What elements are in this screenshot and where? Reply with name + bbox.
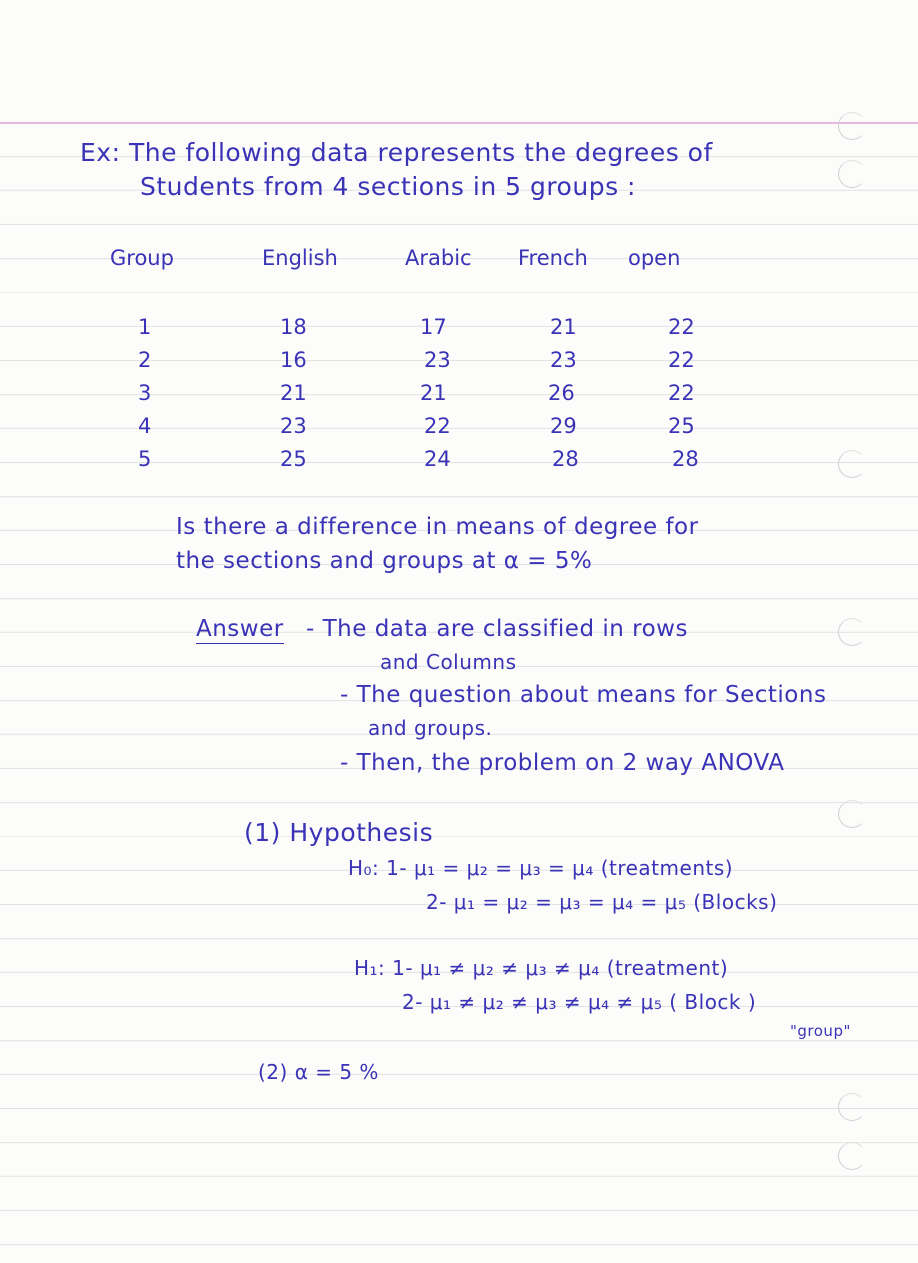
binder-hole xyxy=(838,618,866,646)
binder-hole xyxy=(838,450,866,478)
table-cell: 22 xyxy=(668,381,695,405)
alpha-line: (2) α = 5 % xyxy=(258,1060,379,1084)
table-cell: 18 xyxy=(280,315,307,339)
binder-hole xyxy=(838,1142,866,1170)
answer-point-3: - Then, the problem on 2 way ANOVA xyxy=(340,750,785,776)
alt-hypothesis-2: 2- μ₁ ≠ μ₂ ≠ μ₃ ≠ μ₄ ≠ μ₅ ( Block ) xyxy=(402,990,757,1014)
table-cell: 3 xyxy=(138,381,152,405)
table-cell: 25 xyxy=(668,414,695,438)
table-cell: 22 xyxy=(668,315,695,339)
table-header-arabic: Arabic xyxy=(405,246,472,270)
table-cell: 4 xyxy=(138,414,152,438)
table-cell: 21 xyxy=(420,381,447,405)
binder-hole xyxy=(838,112,866,140)
alt-hypothesis-1: H₁: 1- μ₁ ≠ μ₂ ≠ μ₃ ≠ μ₄ (treatment) xyxy=(354,956,729,980)
question-line-2: the sections and groups at α = 5% xyxy=(176,548,593,574)
table-cell: 29 xyxy=(550,414,577,438)
null-hypothesis-2: 2- μ₁ = μ₂ = μ₃ = μ₄ = μ₅ (Blocks) xyxy=(426,890,778,914)
answer-point-2-line-1: - The question about means for Sections xyxy=(340,682,827,708)
table-cell: 21 xyxy=(550,315,577,339)
table-cell: 28 xyxy=(552,447,579,471)
table-cell: 23 xyxy=(280,414,307,438)
table-cell: 25 xyxy=(280,447,307,471)
table-header-english: English xyxy=(262,246,338,270)
table-header-group: Group xyxy=(110,246,174,270)
table-header-open: open xyxy=(628,246,681,270)
table-cell: 24 xyxy=(424,447,451,471)
table-cell: 23 xyxy=(550,348,577,372)
table-cell: 2 xyxy=(138,348,152,372)
title-line-2: Students from 4 sections in 5 groups : xyxy=(140,172,636,201)
binder-hole xyxy=(838,160,866,188)
answer-point-1-line-1: - The data are classified in rows xyxy=(306,616,688,642)
table-cell: 16 xyxy=(280,348,307,372)
question-line-1: Is there a difference in means of degree for xyxy=(176,514,699,540)
table-cell: 1 xyxy=(138,315,152,339)
table-cell: 22 xyxy=(424,414,451,438)
top-blank-area xyxy=(0,0,918,123)
margin-line xyxy=(0,122,918,124)
table-cell: 26 xyxy=(548,381,575,405)
table-header-french: French xyxy=(518,246,588,270)
title-line-1: Ex: The following data represents the degrees of xyxy=(80,138,713,167)
hypothesis-heading: (1) Hypothesis xyxy=(244,818,434,847)
table-cell: 22 xyxy=(668,348,695,372)
table-cell: 5 xyxy=(138,447,152,471)
answer-label: Answer xyxy=(196,616,284,642)
alt-hypothesis-note: "group" xyxy=(790,1022,851,1040)
table-cell: 21 xyxy=(280,381,307,405)
table-cell: 17 xyxy=(420,315,447,339)
binder-hole xyxy=(838,800,866,828)
answer-point-1-line-2: and Columns xyxy=(380,650,517,674)
table-cell: 23 xyxy=(424,348,451,372)
table-cell: 28 xyxy=(672,447,699,471)
answer-point-2-line-2: and groups. xyxy=(368,716,493,740)
binder-hole xyxy=(838,1093,866,1121)
null-hypothesis-1: H₀: 1- μ₁ = μ₂ = μ₃ = μ₄ (treatments) xyxy=(348,856,734,880)
